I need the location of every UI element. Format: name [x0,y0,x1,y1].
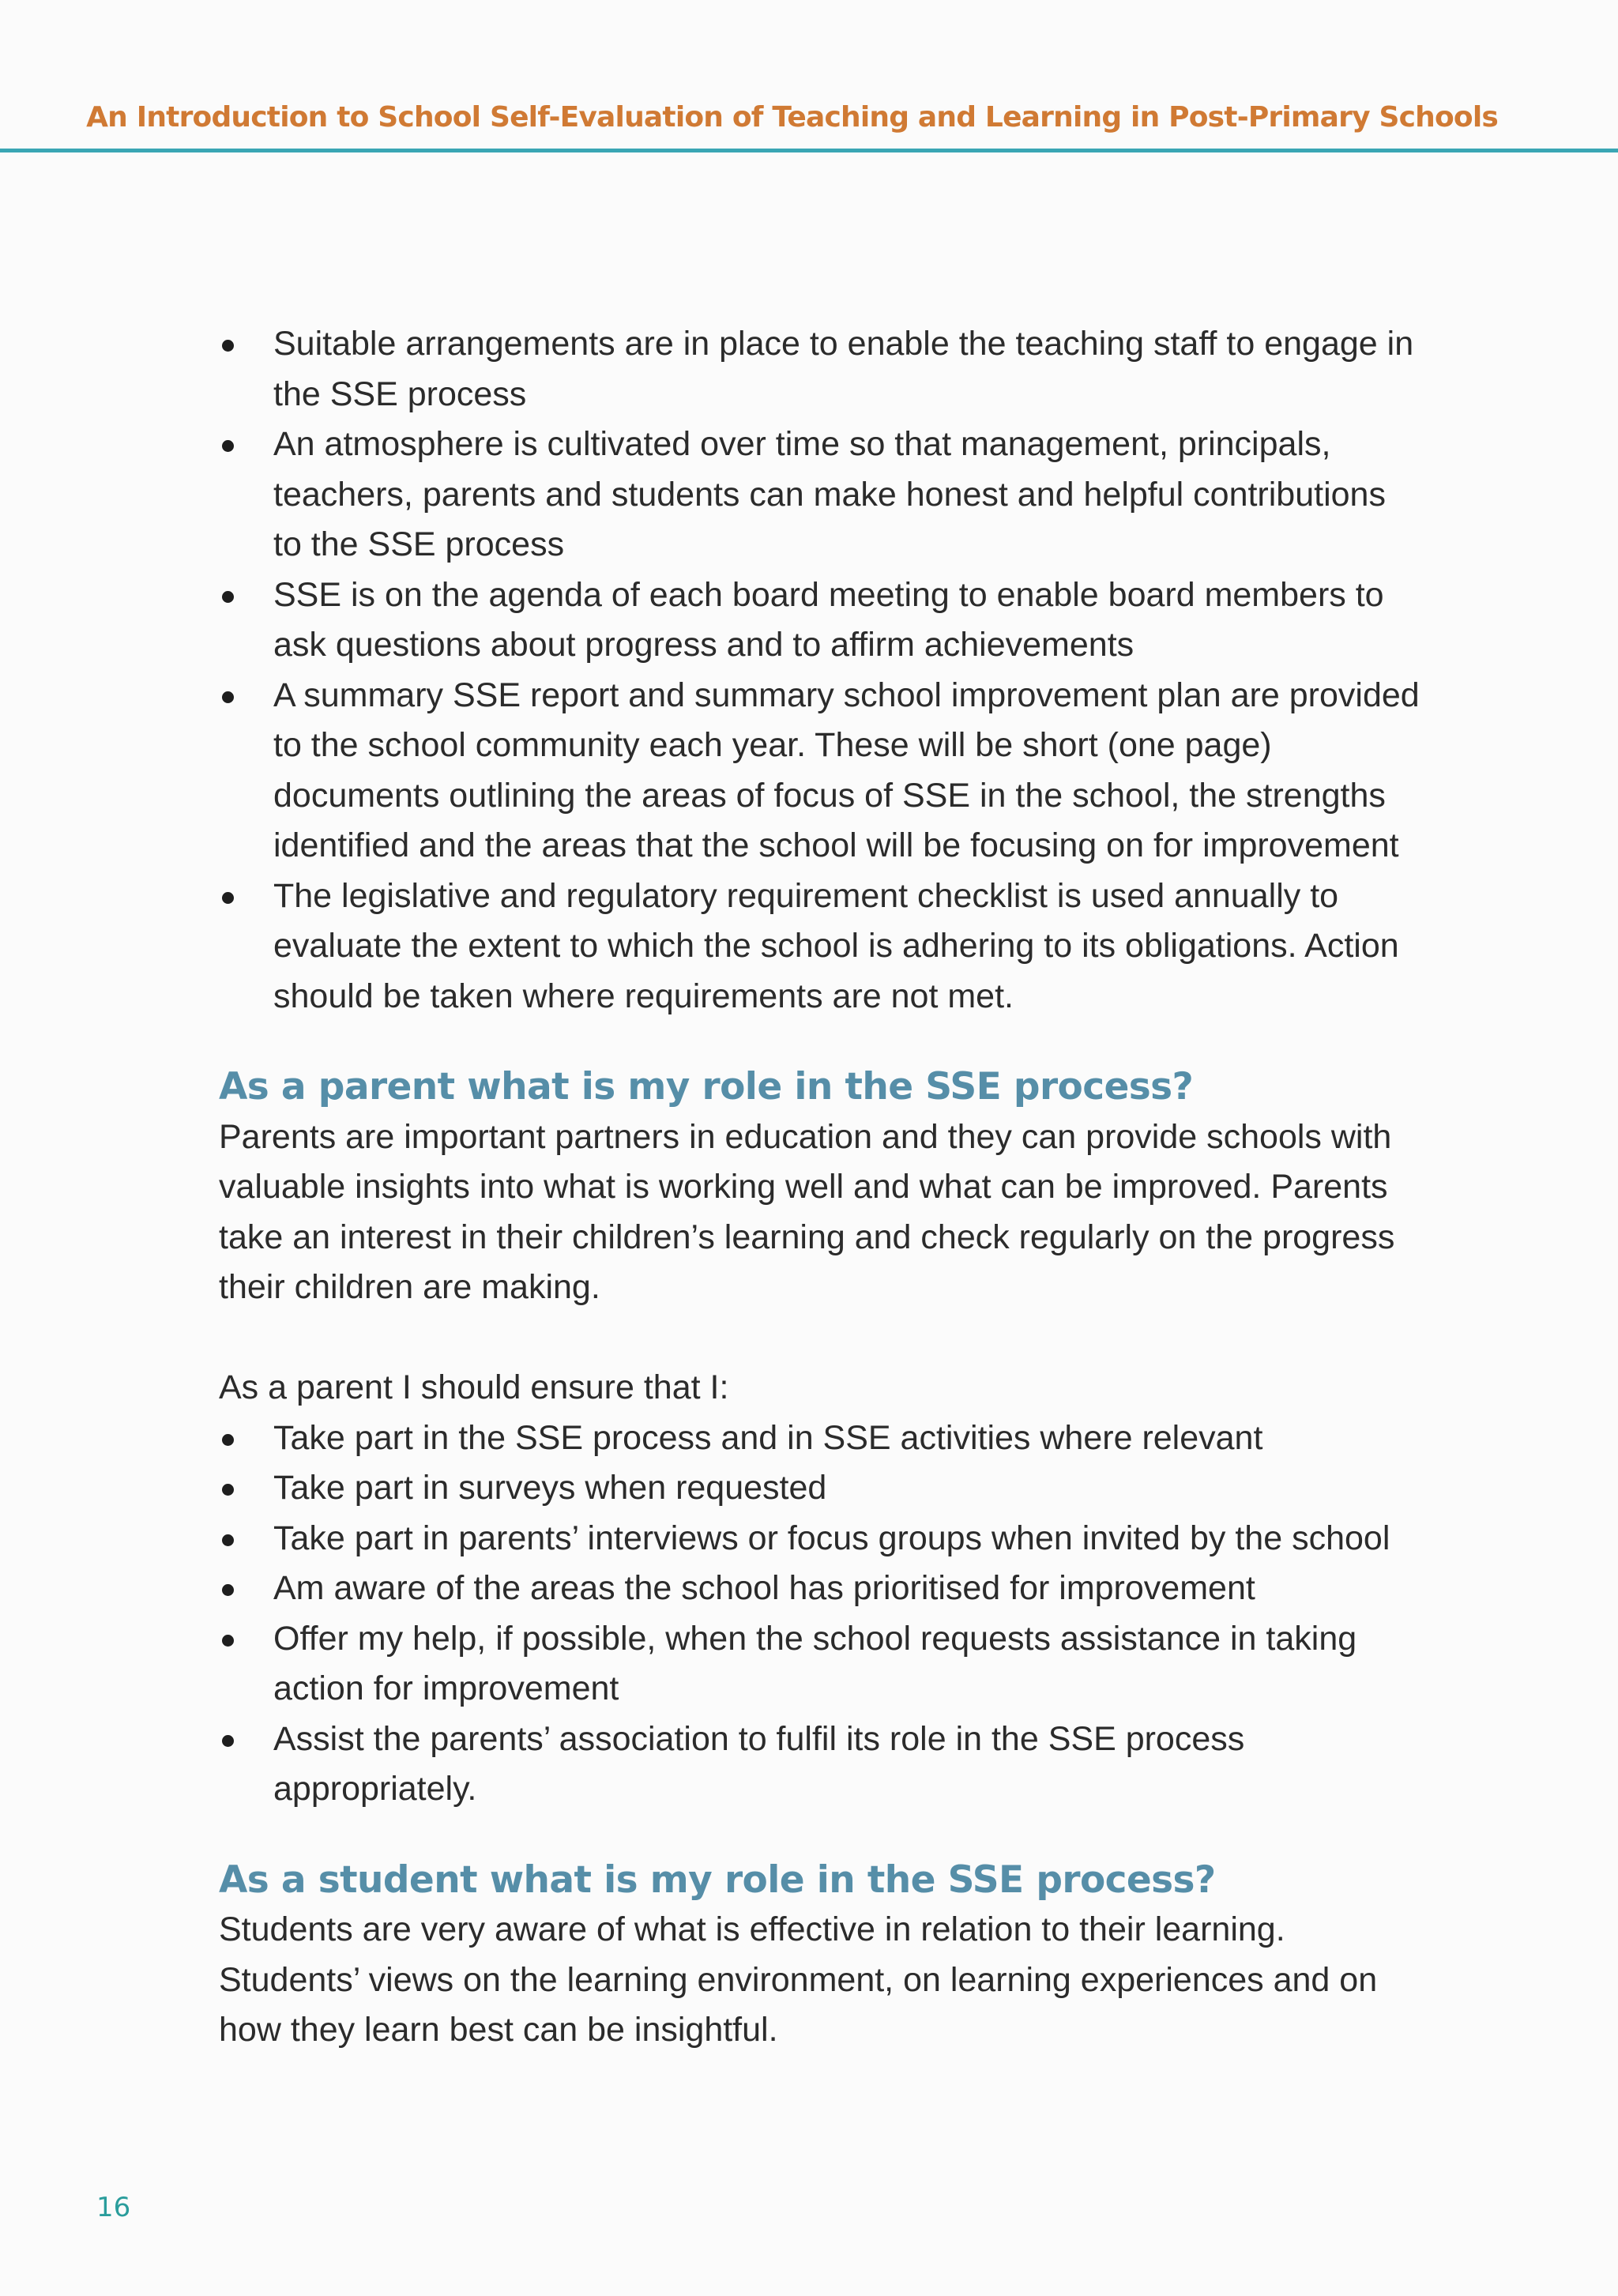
parent-list-intro: As a parent I should ensure that I: [219,1368,729,1406]
student-section-intro: Students are very aware of what is effective in relation to their learning. Students’ views on the learning environment, on learning experiences and on how they learn best can be insightful. [219,1910,1378,2049]
list-item [219,871,1420,1022]
bullet-icon [222,1484,234,1496]
list-item-text: An atmosphere is cultivated over time so that management, principals, teachers, parents and students can make honest and helpful contributions to the SSE process [273,425,1386,563]
list-item [219,1413,1420,1464]
list-item [219,570,1420,671]
parent-section-heading: As a parent what is my role in the SSE process? [219,1065,1194,1108]
running-header: An Introduction to School Self-Evaluation of Teaching and Learning in Post-Primary Schools [86,101,1498,134]
bullet-icon [222,1584,234,1596]
bullet-icon [222,691,234,703]
bullet-icon [222,591,234,603]
list-item-text: Take part in parents’ interviews or focus groups when invited by the school [273,1519,1390,1557]
page-content [219,319,1420,2056]
header-rule [0,149,1618,152]
list-item-text: SSE is on the agenda of each board meeting to enable board members to ask questions about progress and to affirm achievements [273,575,1384,664]
bullet-icon [222,892,234,904]
bullet-icon [222,340,234,352]
parent-section-intro: Parents are important partners in education and they can provide schools with valuable insights into what is working well and what can be improved. Parents take an interest in their children’s learning and check regularly on the progress their children are making. [219,1117,1395,1306]
list-item-text: Take part in surveys when requested [273,1469,827,1507]
list-item-text: Suitable arrangements are in place to enable the teaching staff to engage in the SSE process [273,325,1414,413]
list-item-text: A summary SSE report and summary school improvement plan are provided to the school community each year. These will be short (one page) documents outlining the areas of focus of SSE in the school, the strengths identified and the areas that the school will be focusing on for improvement [273,676,1420,864]
top-bullet-list [219,319,1420,1022]
bullet-icon [222,1434,234,1446]
list-item [219,1714,1420,1815]
parent-bullet-list [219,1413,1420,1815]
list-item [219,671,1420,871]
page-number: 16 [96,2192,131,2223]
list-item [219,420,1420,570]
list-item [219,1564,1420,1614]
list-item [219,1514,1420,1564]
bullet-icon [222,1735,234,1747]
list-item-text: Am aware of the areas the school has prioritised for improvement [273,1569,1255,1607]
list-item [219,1463,1420,1514]
list-item-text: Assist the parents’ association to fulfil its role in the SSE process appropriately. [273,1719,1245,1808]
bullet-icon [222,1534,234,1546]
student-section-heading: As a student what is my role in the SSE process? [219,1858,1216,1902]
list-item [219,1614,1420,1714]
bullet-icon [222,1635,234,1647]
list-item-text: Take part in the SSE process and in SSE activities where relevant [273,1418,1263,1457]
list-item-text: Offer my help, if possible, when the school requests assistance in taking action for improvement [273,1619,1357,1707]
bullet-icon [222,440,234,452]
list-item [219,319,1420,420]
list-item-text: The legislative and regulatory requirement checklist is used annually to evaluate the extent to which the school is adhering to its obligations. Action should be taken where requirements are not met. [273,876,1399,1015]
